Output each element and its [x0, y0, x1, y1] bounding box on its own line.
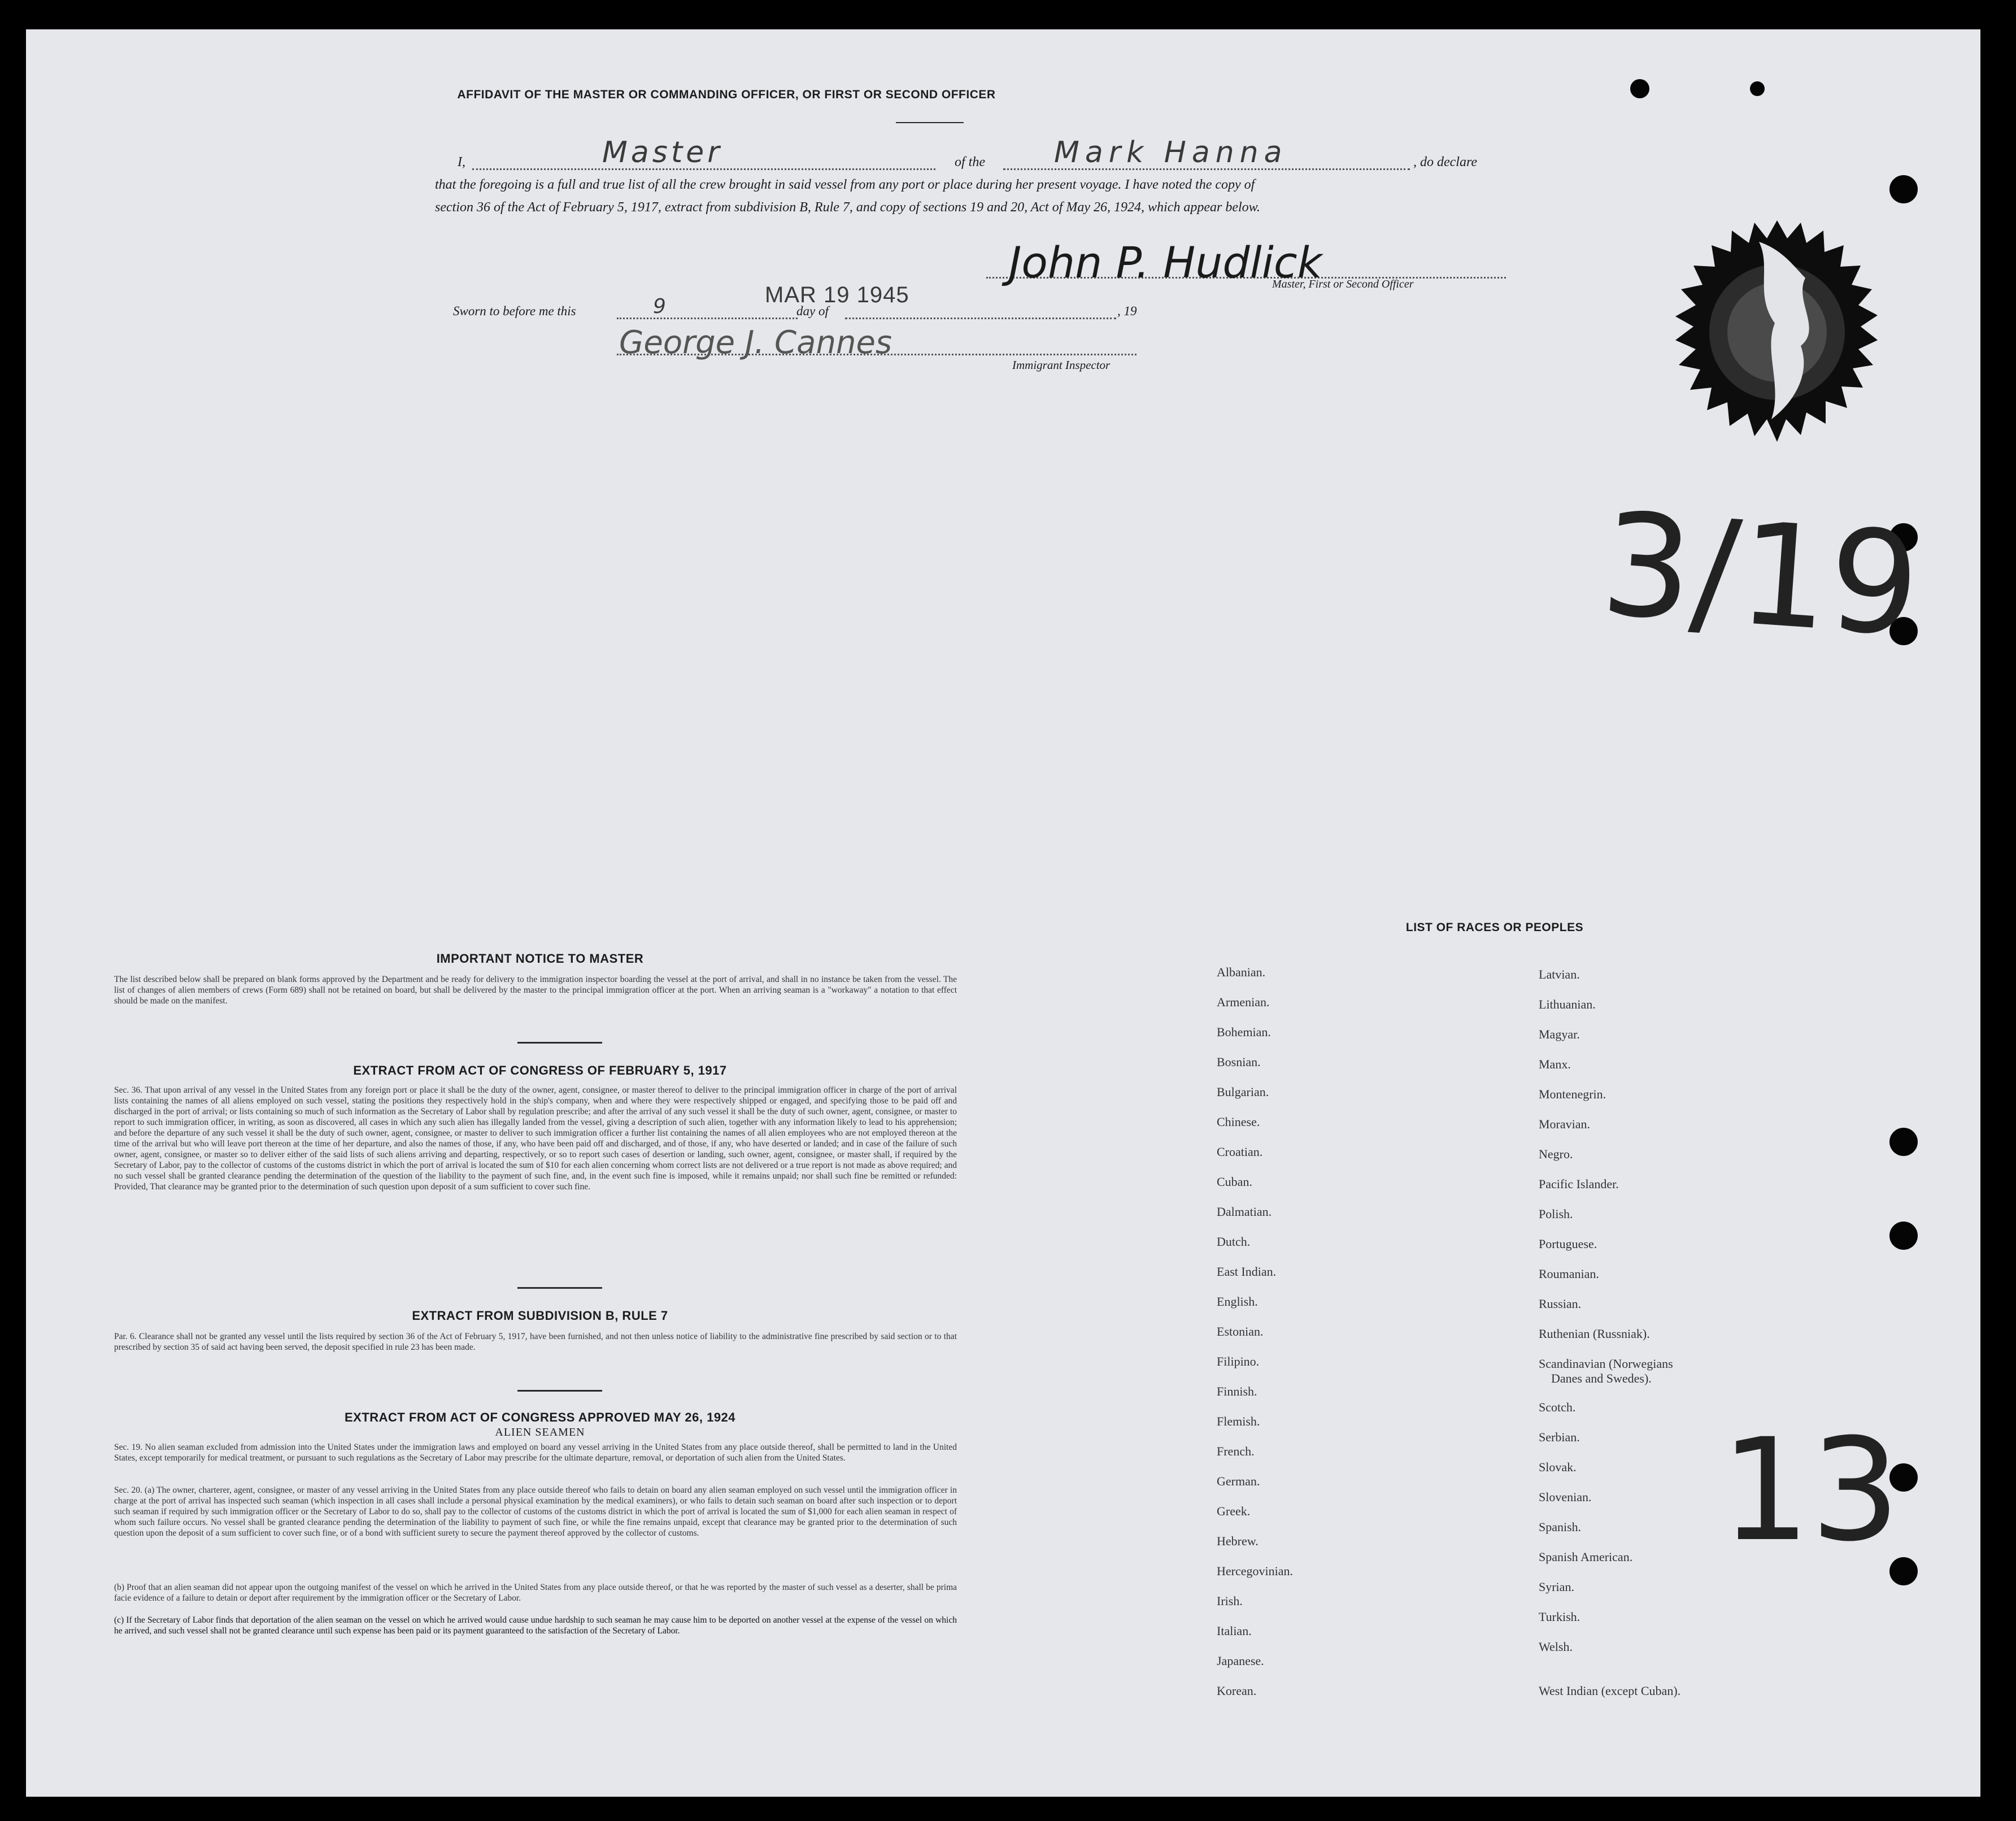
- race-item: Spanish.: [1539, 1520, 1582, 1534]
- race-item: Slovak.: [1539, 1460, 1577, 1474]
- race-item: Manx.: [1539, 1057, 1571, 1071]
- race-item: Estonian.: [1217, 1324, 1264, 1338]
- race-item: Pacific Islander.: [1539, 1177, 1619, 1191]
- date-stamp: MAR 19 1945: [765, 283, 909, 307]
- handwritten-date-note: 3/19: [1596, 481, 1924, 668]
- race-item: Montenegrin.: [1539, 1087, 1606, 1101]
- subdivision-title: EXTRACT FROM SUBDIVISION B, RULE 7: [412, 1309, 668, 1323]
- binder-hole: [1889, 1128, 1918, 1156]
- extract-1924-sec20b: (b) Proof that an alien seaman did not appear upon the outgoing manifest of the vessel on which he arrived in the United States from any place outside thereof, or that he was reported by the master of such vessel as a deserter, shall be prima facie evidence of a failure to detain or deport after requirement by the immigration officer or the Secretary of Labor.: [114, 1583, 957, 1603]
- race-item: Lithuanian.: [1539, 997, 1596, 1011]
- extract-1924-title: EXTRACT FROM ACT OF CONGRESS APPROVED MAY 26, 1924: [344, 1410, 736, 1424]
- extract-1917-text: Sec. 36. That upon arrival of any vessel in the United States from any foreign port or place it shall be the duty of the owner, agent, consignee, or master thereof to deliver to the principal immigration officer in charge of the port of arrival lists containing the names of all aliens employed on such vessel, stating the positions they respectively hold in the ship's company, when and where they were respectively shipped or engaged, and specifying those to be paid off and discharged in the port of arrival; or lists containing so much of such information as the Secretary of Labor shall by regulation prescribe; and after the arrival of any such vessel it shall be the duty of such owner, agent, consignee, or master to report to such immigration officer, in writing, as soon as discovered, all cases in which any such alien has illegally landed from the vessel, giving a description of such alien, together with any information likely to lead to his apprehension; and before the departure of any such vessel it shall be the duty of such owner, agent, consignee, or master to deliver to such immigration officer a further list containing the names of all alien employees who are not employed thereon at the time of the arrival but who will leave port thereon at the time of her departure, and also the names of those, if any, who have been paid off and discharged, and of those, if any, who have deserted or landed; and in case of the failure of such owner, agent, consignee, or master so to deliver either of the said lists of such aliens arriving and departing, respectively, or so to report such cases of desertion or landing, such owner, agent, consignee, or master shall, if required by the Secretary of Labor, pay to the collector of customs of the customs district in which the port of arrival is located the sum of $10 for each alien concerning whom correct lists are not delivered or a true report is not made as above required; and no such vessel shall be granted clearance pending the determination of the question of the liability to the payment of such fine, and, in the event such fine is imposed, while it remains unpaid; nor shall such fine be remitted or refunded: Provided, That clearance may be granted prior to the determination of such question upon deposit of a sum sufficient to cover such fine.: [114, 1085, 957, 1192]
- race-item: Turkish.: [1539, 1610, 1580, 1624]
- divider: [896, 122, 964, 123]
- document-page: [26, 29, 1980, 1797]
- binder-hole: [1750, 81, 1765, 96]
- race-item: Hercegovinian.: [1217, 1564, 1293, 1578]
- sworn-day-value: 9: [653, 295, 666, 318]
- extract-1924-subtitle: ALIEN SEAMEN: [495, 1426, 585, 1438]
- race-item: Finnish.: [1217, 1384, 1257, 1398]
- race-item: Bohemian.: [1217, 1025, 1271, 1039]
- divider: [517, 1390, 602, 1392]
- race-item: French.: [1217, 1444, 1255, 1458]
- race-item: Greek.: [1217, 1504, 1251, 1518]
- race-item: Moravian.: [1539, 1117, 1591, 1131]
- race-item: Cuban.: [1217, 1175, 1252, 1189]
- divider: [517, 1287, 602, 1289]
- notice-title: IMPORTANT NOTICE TO MASTER: [436, 951, 644, 966]
- race-item: Japanese.: [1217, 1654, 1264, 1668]
- race-item: Flemish.: [1217, 1414, 1260, 1428]
- race-item: Italian.: [1217, 1624, 1252, 1638]
- race-item: Albanian.: [1217, 965, 1266, 979]
- race-item: Irish.: [1217, 1594, 1243, 1608]
- vessel-value: Mark Hanna: [1054, 136, 1288, 170]
- affidavit-title: AFFIDAVIT OF THE MASTER OR COMMANDING OFFICER, OR FIRST OR SECOND OFFICER: [457, 88, 996, 101]
- race-item: Croatian.: [1217, 1145, 1263, 1159]
- of-the-label: of the: [955, 155, 985, 170]
- race-item: Scandinavian (Norwegians: [1539, 1357, 1673, 1371]
- race-item: Russian.: [1539, 1297, 1582, 1311]
- month-line: [845, 318, 1116, 319]
- race-item: Bulgarian.: [1217, 1085, 1269, 1099]
- race-item: Serbian.: [1539, 1430, 1580, 1444]
- race-item: Chinese.: [1217, 1115, 1260, 1129]
- inspector-caption: Immigrant Inspector: [1012, 358, 1111, 372]
- notary-seal: [1653, 216, 1901, 453]
- binder-hole: [1889, 1222, 1918, 1250]
- year-prefix: , 19: [1117, 304, 1137, 318]
- race-item: English.: [1217, 1294, 1258, 1309]
- race-item: Dalmatian.: [1217, 1205, 1272, 1219]
- notice-text: The list described below shall be prepared on blank forms approved by the Department and be ready for delivery to the immigration inspector boarding the vessel at the port of arrival, and shall in no instance be taken from the vessel. The list of changes of alien members of crews (Form 689) shall not be retained on board, but shall be delivered by the master to the principal immigration officer at the port. When an arriving seaman is a "workaway" a notation to that effect should be made on the manifest.: [114, 975, 957, 1006]
- sworn-day-line: [617, 318, 798, 319]
- race-item: Dutch.: [1217, 1235, 1251, 1249]
- extract-1917-title: EXTRACT FROM ACT OF CONGRESS OF FEBRUARY 5, 1917: [353, 1063, 727, 1077]
- race-item: German.: [1217, 1474, 1260, 1488]
- divider: [517, 1042, 602, 1044]
- race-item: Spanish American.: [1539, 1550, 1633, 1564]
- race-item: Ruthenian (Russniak).: [1539, 1327, 1650, 1341]
- master-caption: Master, First or Second Officer: [1272, 278, 1414, 290]
- race-item: Portuguese.: [1539, 1237, 1597, 1251]
- race-item: Armenian.: [1217, 995, 1270, 1009]
- binder-hole: [1889, 175, 1918, 203]
- race-item: Danes and Swedes).: [1551, 1371, 1652, 1385]
- race-item: Hebrew.: [1217, 1534, 1259, 1548]
- i-label: I,: [458, 155, 465, 170]
- race-item: Negro.: [1539, 1147, 1573, 1161]
- extract-1924-sec20c: (c) If the Secretary of Labor finds that deportation of the alien seaman on the vessel on which he arrived would cause undue hardship to such seaman he may cause him to be deported on another vessel at the expense of the vessel on which he arrived, and such vessel shall not be granted clearance until such expense has been paid or its payment guaranteed to the satisfaction of the Secretary of Labor.: [114, 1615, 957, 1636]
- sworn-label: Sworn to before me this: [453, 304, 576, 318]
- race-item: Roumanian.: [1539, 1267, 1599, 1281]
- affidavit-statement-line1: that the foregoing is a full and true list of all the crew brought in said vessel from any port or place during her present voyage. I have noted the copy of: [435, 177, 1255, 192]
- race-item: Slovenian.: [1539, 1490, 1592, 1504]
- race-item: West Indian (except Cuban).: [1539, 1684, 1681, 1698]
- race-item: Korean.: [1217, 1684, 1257, 1698]
- race-item: Welsh.: [1539, 1640, 1573, 1654]
- race-item: Scotch.: [1539, 1400, 1576, 1414]
- race-item: East Indian.: [1217, 1264, 1277, 1279]
- inspector-signature: George J. Cannes: [619, 324, 892, 361]
- races-title: LIST OF RACES OR PEOPLES: [1405, 921, 1584, 934]
- extract-1924-sec20a: Sec. 20. (a) The owner, charterer, agent, consignee, or master of any vessel arriving in the United States from any place outside thereof who fails to detain on board any alien seaman employed on such vessel until the immigration officer in charge at the port of arrival has inspected such seaman (which inspection in all cases shall include a personal physical examination by the medical examiners), or who fails to detain such seaman on board after such inspection or to deport such seaman if required by such immigration officer or the Secretary of Labor to do so, shall pay to the collector of customs of the customs district in which the port of arrival is located the sum of $1,000 for each alien seaman in respect of whom such failure occurs. No vessel shall be granted clearance pending the determination of the liability to payment of such fine, or while the fine remains unpaid, except that clearance may be granted prior to the determination of such question upon the deposit of a sum sufficient to cover such fine, or of a bond with sufficient surety to secure the payment thereof approved by the collector of customs.: [114, 1485, 957, 1538]
- declare-label: , do declare: [1413, 155, 1478, 170]
- race-item: Polish.: [1539, 1207, 1573, 1221]
- master-signature: John P. Hudlick: [1009, 237, 1322, 288]
- position-value: Master: [602, 136, 723, 170]
- race-item: Syrian.: [1539, 1580, 1574, 1594]
- day-of-label: day of: [796, 304, 829, 318]
- handwritten-page-number: 13: [1721, 1408, 1901, 1572]
- race-item: Latvian.: [1539, 967, 1580, 981]
- subdivision-text: Par. 6. Clearance shall not be granted any vessel until the lists required by section 36 of the Act of February 5, 1917, have been furnished, and not then unless notice of liability to the administrative fine prescribed by said section or to that prescribed by section 35 of said act having been served, the deposit specified in rule 23 has been made.: [114, 1332, 957, 1352]
- race-item: Filipino.: [1217, 1354, 1260, 1368]
- affidavit-statement-line2: section 36 of the Act of February 5, 1917, extract from subdivision B, Rule 7, and copy of sections 19 and 20, Act of May 26, 1924, which appear below.: [435, 200, 1260, 215]
- race-item: Bosnian.: [1217, 1055, 1261, 1069]
- extract-1924-sec19: Sec. 19. No alien seaman excluded from admission into the United States under the immigration laws and employed on board any vessel arriving in the United States from any place outside thereof, shall be permitted to land in the United States, except temporarily for medical treatment, or pursuant to such regulations as the Secretary of Labor may prescribe for the ultimate departure, removal, or deportation of such alien from the United States.: [114, 1442, 957, 1463]
- race-item: Magyar.: [1539, 1027, 1580, 1041]
- binder-hole: [1630, 79, 1649, 98]
